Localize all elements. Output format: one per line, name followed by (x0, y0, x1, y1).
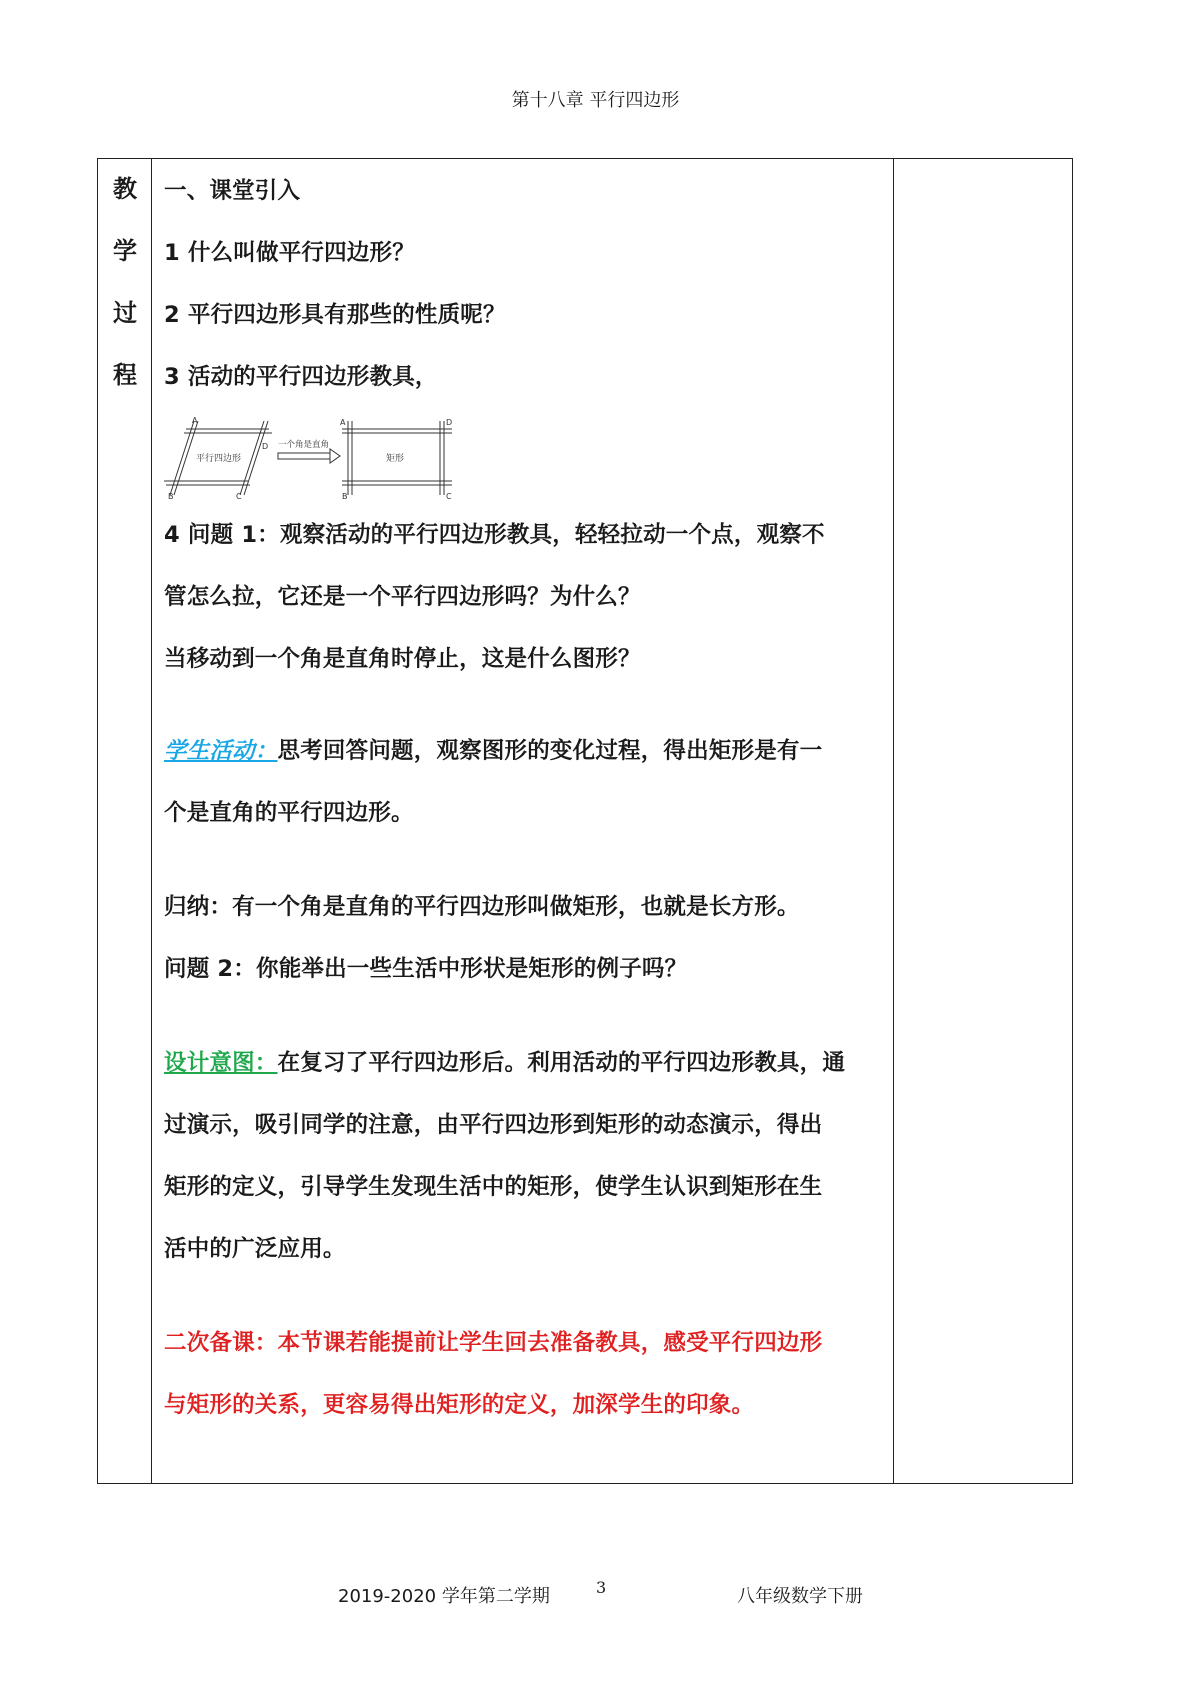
footer-term: 2019-2020 学年第二学期 (338, 1586, 550, 1607)
vertex-label: B (342, 492, 348, 501)
vertex-label: D (262, 442, 269, 451)
figure-arrow-label: 一个角是直角 (278, 440, 330, 450)
vertex-label: A (192, 417, 198, 425)
side-label-char: 程 (113, 361, 137, 389)
vertex-label: B (168, 492, 174, 501)
side-label-column (98, 159, 152, 1483)
question-5: 问题 2：你能举出一些生活中形状是矩形的例子吗？ (164, 956, 688, 982)
page-footer (0, 1578, 1191, 1612)
side-label-char: 过 (113, 299, 137, 327)
second-prep-line-1: 二次备课：本节课若能提前让学生回去准备教具，感受平行四边形 (164, 1330, 823, 1356)
design-intent-line-4: 活中的广泛应用。 (164, 1236, 346, 1262)
design-intent-line-3: 矩形的定义，引导学生发现生活中的矩形，使学生认识到矩形在生 (164, 1174, 823, 1200)
summary: 归纳：有一个角是直角的平行四边形叫做矩形，也就是长方形。 (164, 894, 800, 920)
figure-left-label: 平行四边形 (196, 454, 242, 464)
student-activity-line-2: 个是直角的平行四边形。 (164, 800, 414, 826)
vertex-label: A (340, 418, 346, 427)
vertex-label: D (446, 418, 453, 427)
design-intent-label: 设计意图： (164, 1050, 278, 1076)
design-intent-line-1 (164, 1045, 845, 1077)
notes-column (894, 159, 1072, 1483)
vertex-label: C (236, 492, 242, 501)
question-2: 2 平行四边形具有那些的性质呢？ (164, 302, 506, 328)
section-title: 一、课堂引入 (164, 178, 301, 204)
page-header: 第十八章 平行四边形 (511, 90, 680, 111)
content-column (152, 159, 894, 1483)
parallelogram-to-rectangle-figure (164, 417, 464, 501)
arrow-right-icon (278, 449, 340, 463)
student-activity-text: 思考回答问题，观察图形的变化过程，得出矩形是有一 (277, 738, 823, 764)
question-4-line-3: 当移动到一个角是直角时停止，这是什么图形？ (164, 646, 641, 672)
design-intent-line-2: 过演示，吸引同学的注意，由平行四边形到矩形的动态演示，得出 (164, 1112, 823, 1138)
lesson-table (97, 158, 1073, 1484)
question-4-line-1: 4 问题 1：观察活动的平行四边形教具，轻轻拉动一个点，观察不 (164, 522, 825, 548)
student-activity-line-1 (164, 733, 822, 765)
second-prep-line-2: 与矩形的关系，更容易得出矩形的定义，加深学生的印象。 (164, 1392, 755, 1418)
question-4-line-2: 管怎么拉，它还是一个平行四边形吗？为什么？ (164, 584, 641, 610)
design-intent-text: 在复习了平行四边形后。利用活动的平行四边形教具，通 (277, 1050, 846, 1076)
footer-page-number: 3 (596, 1578, 607, 1597)
vertex-label: C (446, 492, 452, 501)
figure-right-label: 矩形 (386, 454, 405, 464)
side-label-char: 学 (113, 237, 137, 265)
side-label-char: 教 (113, 175, 137, 203)
footer-book: 八年级数学下册 (737, 1586, 863, 1607)
student-activity-label: 学生活动： (164, 738, 278, 764)
question-1: 1 什么叫做平行四边形？ (164, 240, 415, 266)
question-3: 3 活动的平行四边形教具， (164, 364, 438, 390)
